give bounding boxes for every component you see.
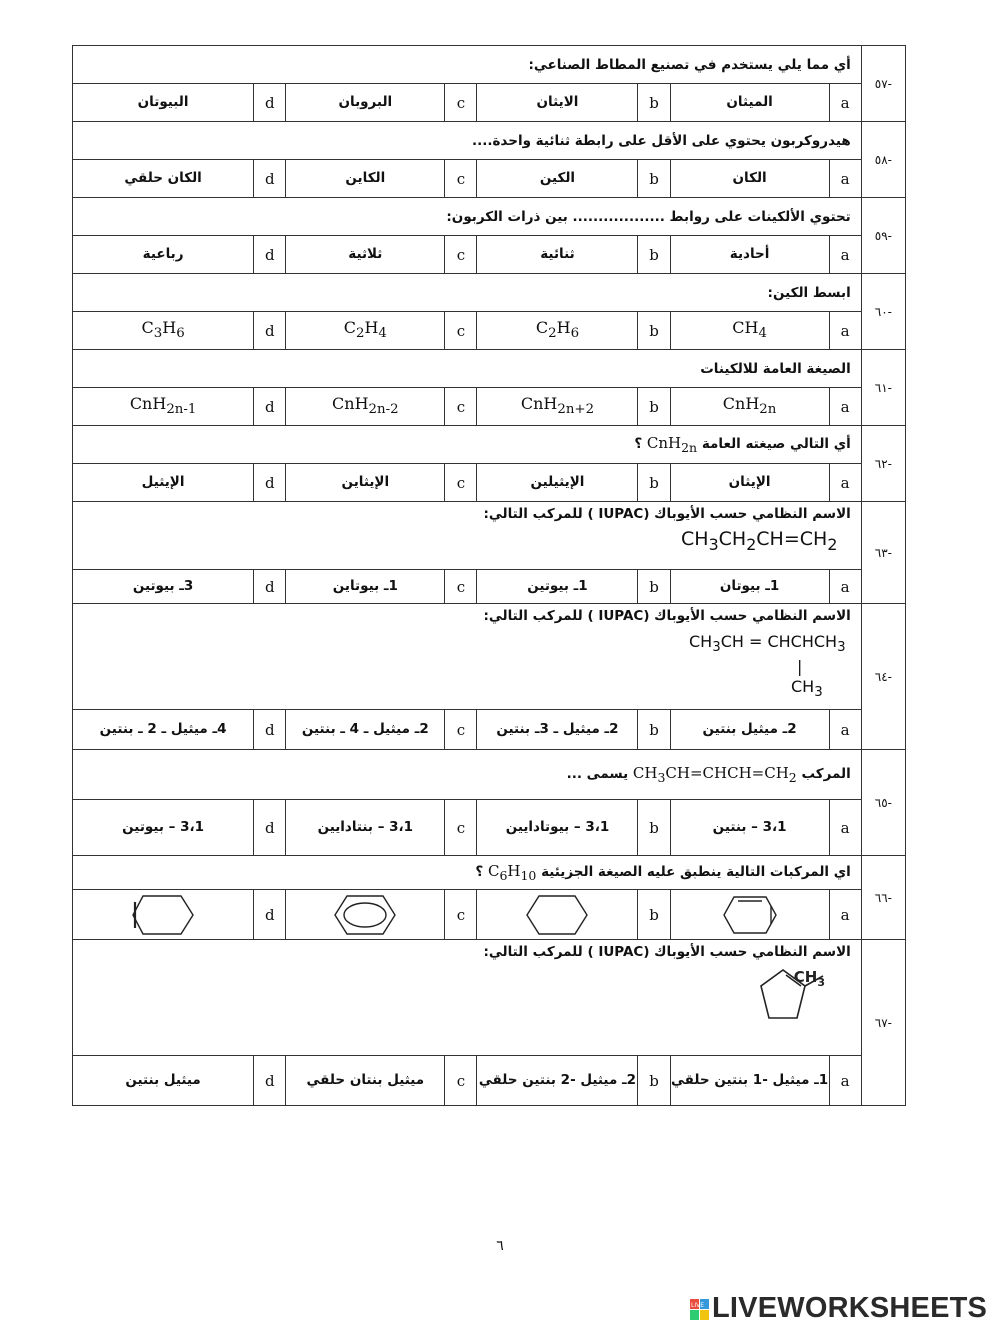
question-text-part: الاسم النظامي حسب الأيوباك (IUPAC ) للمركب التالي: <box>483 608 851 624</box>
brand-name: LIVEWORKSHEETS <box>712 1292 988 1324</box>
option-letter-a: a <box>829 890 861 940</box>
option-d[interactable]: 3ـ بيوتين <box>73 570 254 604</box>
compound-formula: $CH_3CH=CHCH=CH_2$ <box>632 764 797 785</box>
question-text <box>73 940 862 1056</box>
question-number: -٦٦ <box>861 856 905 940</box>
option-d[interactable]: 3،1 – بيوتين <box>73 800 254 856</box>
option-letter-b: b <box>638 312 670 350</box>
question-text-part: المركب <box>801 766 851 782</box>
option-letter-d: d <box>254 84 286 122</box>
brand-watermark[interactable] <box>690 1292 990 1328</box>
page-number: ٦ <box>496 1238 504 1254</box>
option-letter-b: b <box>638 710 670 750</box>
substituent-label: $CH_3$ <box>793 968 825 989</box>
question-text: الصيغة العامة للالكينات <box>73 350 862 388</box>
question-number: -٦٣ <box>861 502 905 604</box>
option-letter-c: c <box>445 160 477 198</box>
option-b[interactable]: CnH$_{2n+2}$ <box>477 388 638 426</box>
question-number: -٦٤ <box>861 604 905 750</box>
bond-line: | <box>797 656 803 676</box>
option-c[interactable]: 2ـ ميثيل ـ 4 ـ بنتين <box>286 710 445 750</box>
question-number: -٦٢ <box>861 426 905 502</box>
question-suffix: يسمى ... <box>566 766 629 782</box>
general-formula: CnH$_{2n}$ <box>646 434 698 455</box>
question-number: -٦٧ <box>861 940 905 1106</box>
option-letter-b: b <box>638 388 670 426</box>
option-a[interactable]: $CH_4$ <box>670 312 829 350</box>
option-letter-a: a <box>829 236 861 274</box>
option-letter-b: b <box>638 84 670 122</box>
option-letter-c: c <box>445 800 477 856</box>
option-letter-c: c <box>445 388 477 426</box>
option-letter-a: a <box>829 710 861 750</box>
question-suffix: ؟ <box>475 864 484 880</box>
option-d[interactable]: 4ـ ميثيل ـ 2 ـ بنتين <box>73 710 254 750</box>
structural-formula: $CH_3CH_2CH=CH_2$ <box>681 528 838 554</box>
option-c[interactable]: CnH$_{2n-2}$ <box>286 388 445 426</box>
option-letter-d: d <box>254 800 286 856</box>
option-c[interactable]: ثلاثية <box>286 236 445 274</box>
option-a[interactable]: الميثان <box>670 84 829 122</box>
option-letter-c: c <box>445 464 477 502</box>
benzene-structure <box>333 893 397 937</box>
option-a[interactable]: الإيثان <box>670 464 829 502</box>
option-d[interactable]: $C_3H_6$ <box>73 312 254 350</box>
question-number: -٦٥ <box>861 750 905 856</box>
option-letter-a: a <box>829 1056 861 1106</box>
question-text <box>73 502 862 570</box>
question-text-part: اي المركبات التالية ينطبق عليه الصيغة الجزيئية <box>541 864 851 880</box>
option-a[interactable]: CnH$_{2n}$ <box>670 388 829 426</box>
cyclohexadiene-structure <box>720 893 780 937</box>
molecular-formula: $C_6H_{10}$ <box>487 862 537 883</box>
option-c[interactable]: الكاين <box>286 160 445 198</box>
structural-formula <box>81 632 851 702</box>
structure-main-chain: $CH_3CH$ = $CHCHCH_3$ <box>689 632 846 656</box>
question-text-part: الاسم النظامي حسب الأيوباك (IUPAC ) للمركب التالي: <box>483 506 851 522</box>
option-letter-c: c <box>445 570 477 604</box>
option-letter-c: c <box>445 890 477 940</box>
question-table <box>72 45 906 1106</box>
option-letter-a: a <box>829 800 861 856</box>
question-text-part: أي التالي صيغته العامة <box>701 436 851 452</box>
option-d[interactable]: ميثيل بنتين <box>73 1056 254 1106</box>
option-c[interactable]: 1ـ بيوتاين <box>286 570 445 604</box>
option-a[interactable]: 2ـ ميثيل بنتين <box>670 710 829 750</box>
option-b[interactable]: 2ـ ميثيل ـ 3ـ بنتين <box>477 710 638 750</box>
question-text-part: الاسم النظامي حسب الأيوباك (IUPAC ) للمركب التالي: <box>483 944 851 960</box>
question-text: هيدروكربون يحتوي على الأقل على رابطة ثنائية واحدة.... <box>73 122 862 160</box>
option-letter-d: d <box>254 710 286 750</box>
option-letter-d: d <box>254 890 286 940</box>
option-letter-d: d <box>254 388 286 426</box>
question-number: -٦١ <box>861 350 905 426</box>
option-letter-d: d <box>254 312 286 350</box>
option-d[interactable]: رباعية <box>73 236 254 274</box>
option-letter-c: c <box>445 312 477 350</box>
question-text <box>73 750 862 800</box>
question-number: -٥٨ <box>861 122 905 198</box>
option-b[interactable]: 3،1 – بيوتادايين <box>477 800 638 856</box>
option-letter-b: b <box>638 160 670 198</box>
option-b[interactable] <box>477 890 638 940</box>
option-c[interactable]: الإيثاين <box>286 464 445 502</box>
question-text: تحتوي الألكينات على روابط .................. بين ذرات الكربون: <box>73 198 862 236</box>
structure-branch: $CH_3$ <box>791 676 823 701</box>
option-b[interactable]: الإيثيلين <box>477 464 638 502</box>
option-letter-b: b <box>638 464 670 502</box>
option-b[interactable]: 1ـ بيوتين <box>477 570 638 604</box>
option-d[interactable] <box>73 890 254 940</box>
option-b[interactable]: الكين <box>477 160 638 198</box>
question-text: أي مما يلي يستخدم في تصنيع المطاط الصناعي: <box>73 46 862 84</box>
question-text: ابسط الكين: <box>73 274 862 312</box>
question-number: -٦٠ <box>861 274 905 350</box>
liveworksheets-logo-icon <box>690 1299 710 1321</box>
question-number: -٥٧ <box>861 46 905 122</box>
option-a[interactable]: 3،1 – بنتين <box>670 800 829 856</box>
option-d[interactable]: الكان حلقي <box>73 160 254 198</box>
option-a[interactable]: أحادية <box>670 236 829 274</box>
option-letter-c: c <box>445 236 477 274</box>
option-a[interactable]: 1ـ ميثيل -1 بنتين حلقي <box>670 1056 829 1106</box>
question-number: -٥٩ <box>861 198 905 274</box>
logo-letters: LIVE <box>691 1302 705 1309</box>
question-suffix: ؟ <box>634 436 643 452</box>
option-d[interactable]: البيوتان <box>73 84 254 122</box>
option-letter-a: a <box>829 570 861 604</box>
option-letter-b: b <box>638 570 670 604</box>
option-letter-d: d <box>254 236 286 274</box>
option-c[interactable]: 3،1 – بنتادايين <box>286 800 445 856</box>
option-letter-d: d <box>254 570 286 604</box>
option-b[interactable]: $C_2H_6$ <box>477 312 638 350</box>
option-c[interactable]: البروبان <box>286 84 445 122</box>
option-a[interactable] <box>670 890 829 940</box>
option-letter-a: a <box>829 388 861 426</box>
option-letter-b: b <box>638 800 670 856</box>
option-letter-b: b <box>638 1056 670 1106</box>
option-c[interactable] <box>286 890 445 940</box>
option-a[interactable]: 1ـ بيوتان <box>670 570 829 604</box>
question-text <box>73 426 862 464</box>
option-d[interactable]: CnH$_{2n-1}$ <box>73 388 254 426</box>
option-letter-c: c <box>445 84 477 122</box>
option-letter-a: a <box>829 464 861 502</box>
option-letter-c: c <box>445 710 477 750</box>
option-letter-d: d <box>254 160 286 198</box>
question-text <box>73 604 862 710</box>
option-letter-a: a <box>829 312 861 350</box>
option-c[interactable]: $C_2H_4$ <box>286 312 445 350</box>
cyclohexene-structure <box>129 893 197 937</box>
option-letter-d: d <box>254 464 286 502</box>
option-b[interactable]: ثنائية <box>477 236 638 274</box>
option-b[interactable]: الايثان <box>477 84 638 122</box>
option-letter-a: a <box>829 84 861 122</box>
option-letter-a: a <box>829 160 861 198</box>
cyclohexane-structure <box>525 893 589 937</box>
option-letter-b: b <box>638 890 670 940</box>
option-b[interactable]: 2ـ ميثيل -2 بنتين حلقي <box>477 1056 638 1106</box>
option-letter-d: d <box>254 1056 286 1106</box>
option-letter-c: c <box>445 1056 477 1106</box>
question-text <box>73 856 862 890</box>
option-letter-b: b <box>638 236 670 274</box>
option-c[interactable]: ميثيل بنتان حلقي <box>286 1056 445 1106</box>
methylcyclopentene-structure <box>741 964 851 1026</box>
option-a[interactable]: الكان <box>670 160 829 198</box>
option-d[interactable]: الإيثيل <box>73 464 254 502</box>
